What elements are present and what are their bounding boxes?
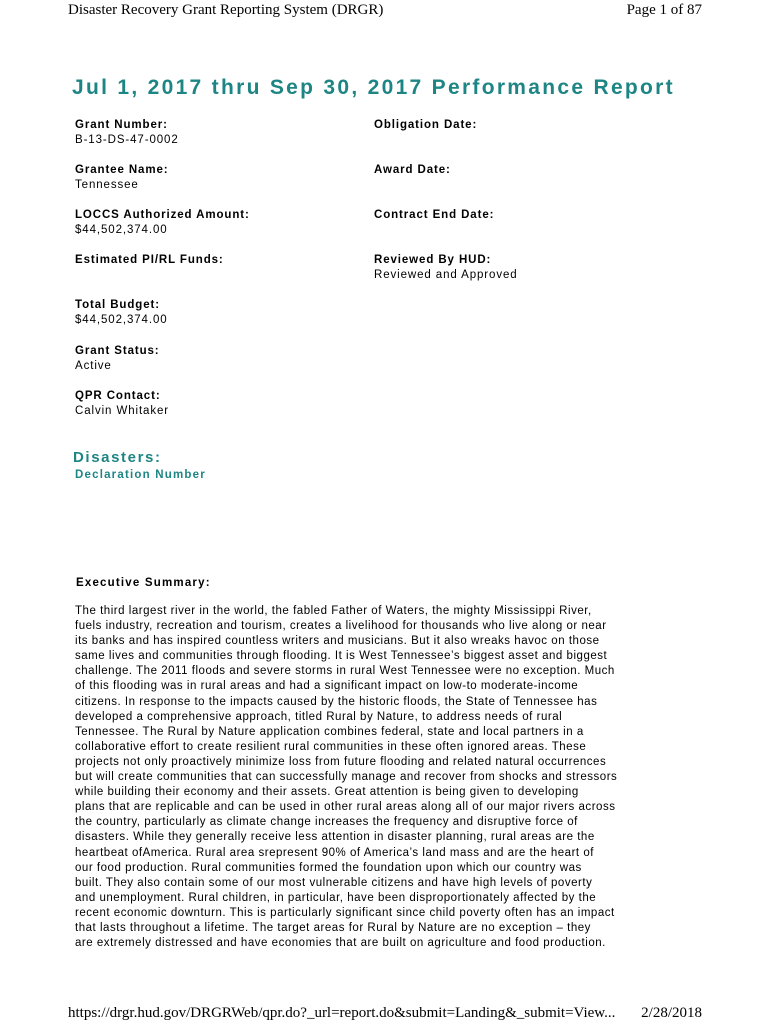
- summary-line: plans that are replicable and can be used in other rural areas along all of our major rivers across: [75, 801, 616, 814]
- award-date-label: Award Date:: [374, 164, 451, 176]
- obligation-date-field: [374, 118, 477, 133]
- summary-line: recent economic downturn. This is particularly significant since child poverty often has an impact: [75, 906, 615, 919]
- grantee-name-label: Grantee Name:: [75, 164, 169, 176]
- summary-line: challenge. The 2011 floods and severe storms in rural West Tennessee were no exception. Much: [75, 665, 615, 678]
- estimated-pi-rl-field: [75, 253, 224, 268]
- loccs-amount-value: $44,502,374.00: [75, 224, 168, 236]
- reviewed-by-hud-field: [374, 253, 518, 283]
- summary-line: and unemployment. Rural children, in particular, have been disproportionately affected by the: [75, 891, 597, 904]
- reviewed-by-hud-label: Reviewed By HUD:: [374, 254, 492, 266]
- qpr-contact-field: [75, 389, 169, 419]
- header-page-number: Page 1 of 87: [626, 2, 702, 18]
- summary-line: collaborative effort to create resilient rural communities in these often ignored areas. These: [75, 740, 587, 753]
- summary-line: the country, particularly as climate change increases the frequency and disruptive force of: [75, 816, 578, 829]
- summary-line: are extremely distressed and have economies that are built on agriculture and food production.: [75, 937, 606, 950]
- summary-line: built. They also contain some of our most vulnerable citizens and have high levels of poverty: [75, 876, 593, 889]
- footer-date: 2/28/2018: [641, 1005, 702, 1021]
- declaration-number-header: Declaration Number: [75, 469, 206, 481]
- total-budget-field: [75, 298, 168, 328]
- grant-number-value: B-13-DS-47-0002: [75, 134, 179, 146]
- summary-line: heartbeat ofAmerica. Rural area srepresent 90% of America’s land mass and are the heart of: [75, 846, 594, 859]
- executive-summary-body: [75, 604, 675, 951]
- executive-summary-heading: Executive Summary:: [76, 577, 211, 589]
- estimated-pi-rl-label: Estimated PI/RL Funds:: [75, 254, 224, 266]
- loccs-amount-label: LOCCS Authorized Amount:: [75, 209, 250, 221]
- qpr-contact-value: Calvin Whitaker: [75, 405, 170, 417]
- report-title: Jul 1, 2017 thru Sep 30, 2017 Performance Report: [72, 76, 675, 99]
- grant-number-field: [75, 118, 179, 148]
- summary-line: same lives and communities through flooding. It is West Tennessee’s biggest asset and biggest: [75, 650, 608, 663]
- summary-line: that lasts throughout a lifetime. The target areas for Rural by Nature are no exception – they: [75, 921, 591, 934]
- summary-line: fuels industry, recreation and tourism, creates a livelihood for thousands who live along or near: [75, 620, 607, 633]
- summary-line: of this flooding was in rural areas and had a significant impact on low-to moderate-income: [75, 680, 579, 693]
- contract-end-date-label: Contract End Date:: [374, 209, 495, 221]
- summary-line: our food production. Rural communities formed the foundation upon which our country was: [75, 861, 582, 874]
- header-system-title: Disaster Recovery Grant Reporting System (DRGR): [68, 2, 384, 18]
- obligation-date-label: Obligation Date:: [374, 119, 478, 131]
- award-date-field: [374, 163, 451, 178]
- grantee-name-value: Tennessee: [75, 179, 139, 191]
- summary-line: The third largest river in the world, the fabled Father of Waters, the mighty Mississippi River,: [75, 605, 592, 617]
- summary-line: developed a comprehensive approach, titled Rural by Nature, to address needs of rural: [75, 710, 563, 723]
- summary-line: Tennessee. The Rural by Nature application combines federal, state and local partners in a: [75, 725, 584, 738]
- summary-line: its banks and has inspired countless writers and musicians. But it also wreaks havoc on those: [75, 635, 600, 648]
- total-budget-value: $44,502,374.00: [75, 314, 168, 326]
- summary-line: citizens. In response to the impacts caused by the historic floods, the State of Tennessee has: [75, 695, 598, 708]
- disasters-heading: Disasters:: [73, 449, 162, 466]
- summary-line: but will create communities that can successfully manage and recover from shocks and stressors: [75, 771, 618, 784]
- total-budget-label: Total Budget:: [75, 299, 160, 311]
- footer-url: https://drgr.hud.gov/DRGRWeb/qpr.do?_url=report.do&submit=Landing&_submit=View...: [68, 1005, 616, 1021]
- loccs-amount-field: [75, 208, 250, 238]
- grant-number-label: Grant Number:: [75, 119, 168, 131]
- reviewed-by-hud-value: Reviewed and Approved: [374, 269, 518, 281]
- summary-line: while building their economy and their assets. Great attention is being given to developing: [75, 786, 579, 799]
- grant-status-value: Active: [75, 360, 112, 372]
- contract-end-date-field: [374, 208, 494, 223]
- qpr-contact-label: QPR Contact:: [75, 390, 161, 402]
- grant-status-field: [75, 344, 160, 374]
- grantee-name-field: [75, 163, 169, 193]
- grant-status-label: Grant Status:: [75, 345, 160, 357]
- summary-line: projects not only proactively minimize loss from future flooding and related natural occurrences: [75, 755, 607, 768]
- summary-line: disasters. While they generally receive less attention in disaster planning, rural areas are the: [75, 831, 595, 844]
